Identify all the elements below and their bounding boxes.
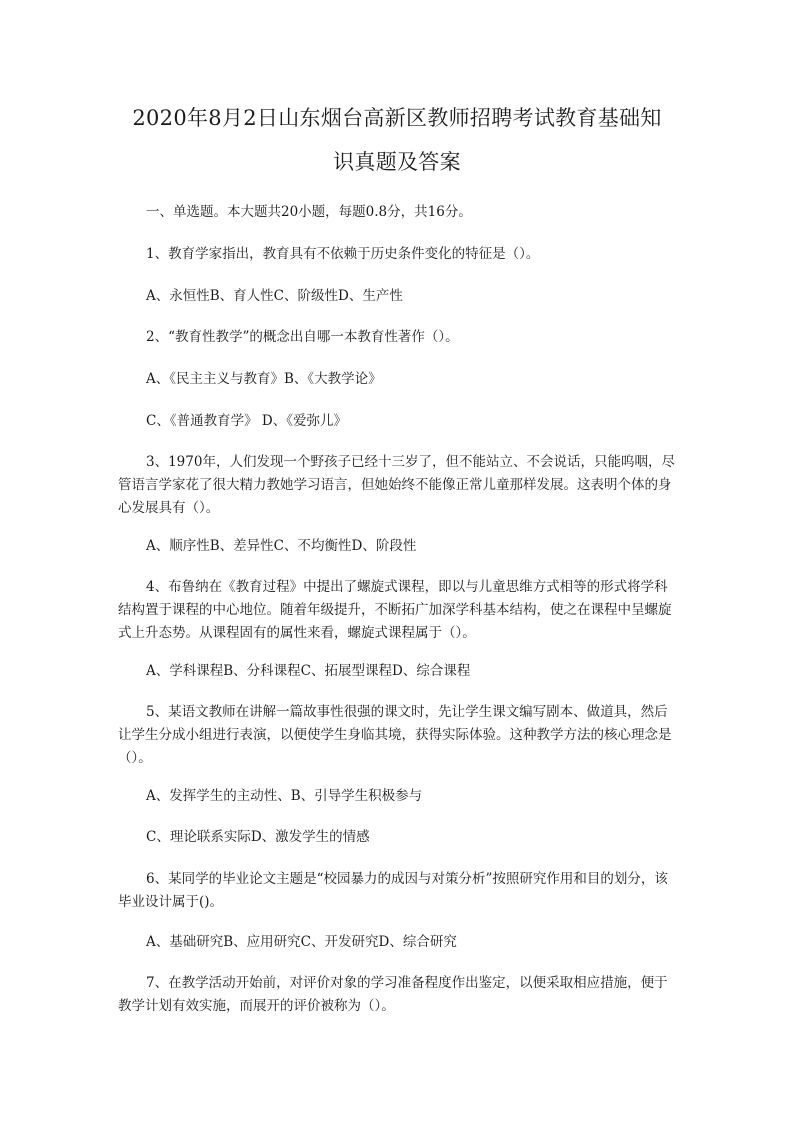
section-heading: 一、单选题。本大题共20小题，每题0.8分，共16分。 — [146, 204, 472, 220]
question-3-stem: 3、1970年，人们发现一个野孩子已经十三岁了，但不能站立、不会说话，只能呜咽，尽管语言学家花了很大精力教她学习语言，但她始终不能像正常儿童那样发展。这表明个体的身心发展具有（）。 — [118, 454, 675, 516]
question-2-stem: 2、“教育性教学”的概念出自哪一本教育性著作（）。 — [146, 329, 459, 345]
question-5-stem: 5、某语文教师在讲解一篇故事性很强的课文时，先让学生课文编写剧本、做道具，然后让学生分成小组进行表演，以便使学生身临其境，获得实际体验。这种教学方法的核心理念是（）。 — [118, 704, 672, 766]
question-4-options: A、学科课程B、分科课程C、拓展型课程D、综合课程 — [146, 663, 471, 679]
document-title-line-1: 2020年8月2日山东烟台高新区教师招聘考试教育基础知 — [132, 106, 662, 130]
question-6-stem: 6、某同学的毕业论文主题是“校园暴力的成因与对策分析”按照研究作用和目的划分，该毕业设计属于()。 — [118, 871, 668, 910]
question-4-stem: 4、布鲁纳在《教育过程》中提出了螺旋式课程，即以与儿童思维方式相等的形式将学科结构置于课程的中心地位。随着年级提升，不断拓广加深学科基本结构，使之在课程中呈螺旋式上升态势。从课程固有的属性来看，螺旋式课程属于（）。 — [118, 579, 672, 641]
question-1-stem: 1、教育学家指出，教育具有不依赖于历史条件变化的特征是（）。 — [146, 246, 540, 262]
question-1-options: A、永恒性B、育人性C、阶级性D、生产性 — [146, 288, 403, 304]
question-7-stem: 7、在教学活动开始前，对评价对象的学习准备程度作出鉴定，以便采取相应措施，便于教学计划有效实施，而展开的评价被称为（）。 — [118, 975, 668, 1014]
question-5-options-line-2: C、理论联系实际D、激发学生的情感 — [146, 829, 370, 845]
question-2-options-line-2: C、《普通教育学》 D、《爱弥儿》 — [146, 413, 347, 429]
question-3-options: A、顺序性B、差异性C、不均衡性D、阶段性 — [146, 538, 417, 554]
document-title-line-2: 识真题及答案 — [333, 150, 461, 174]
question-6-options: A、基础研究B、应用研究C、开发研究D、综合研究 — [146, 934, 457, 950]
question-2-options-line-1: A、《民主主义与教育》B、《大教学论》 — [146, 371, 382, 387]
question-5-options-line-1: A、发挥学生的主动性、B、引导学生积极参与 — [146, 788, 423, 804]
